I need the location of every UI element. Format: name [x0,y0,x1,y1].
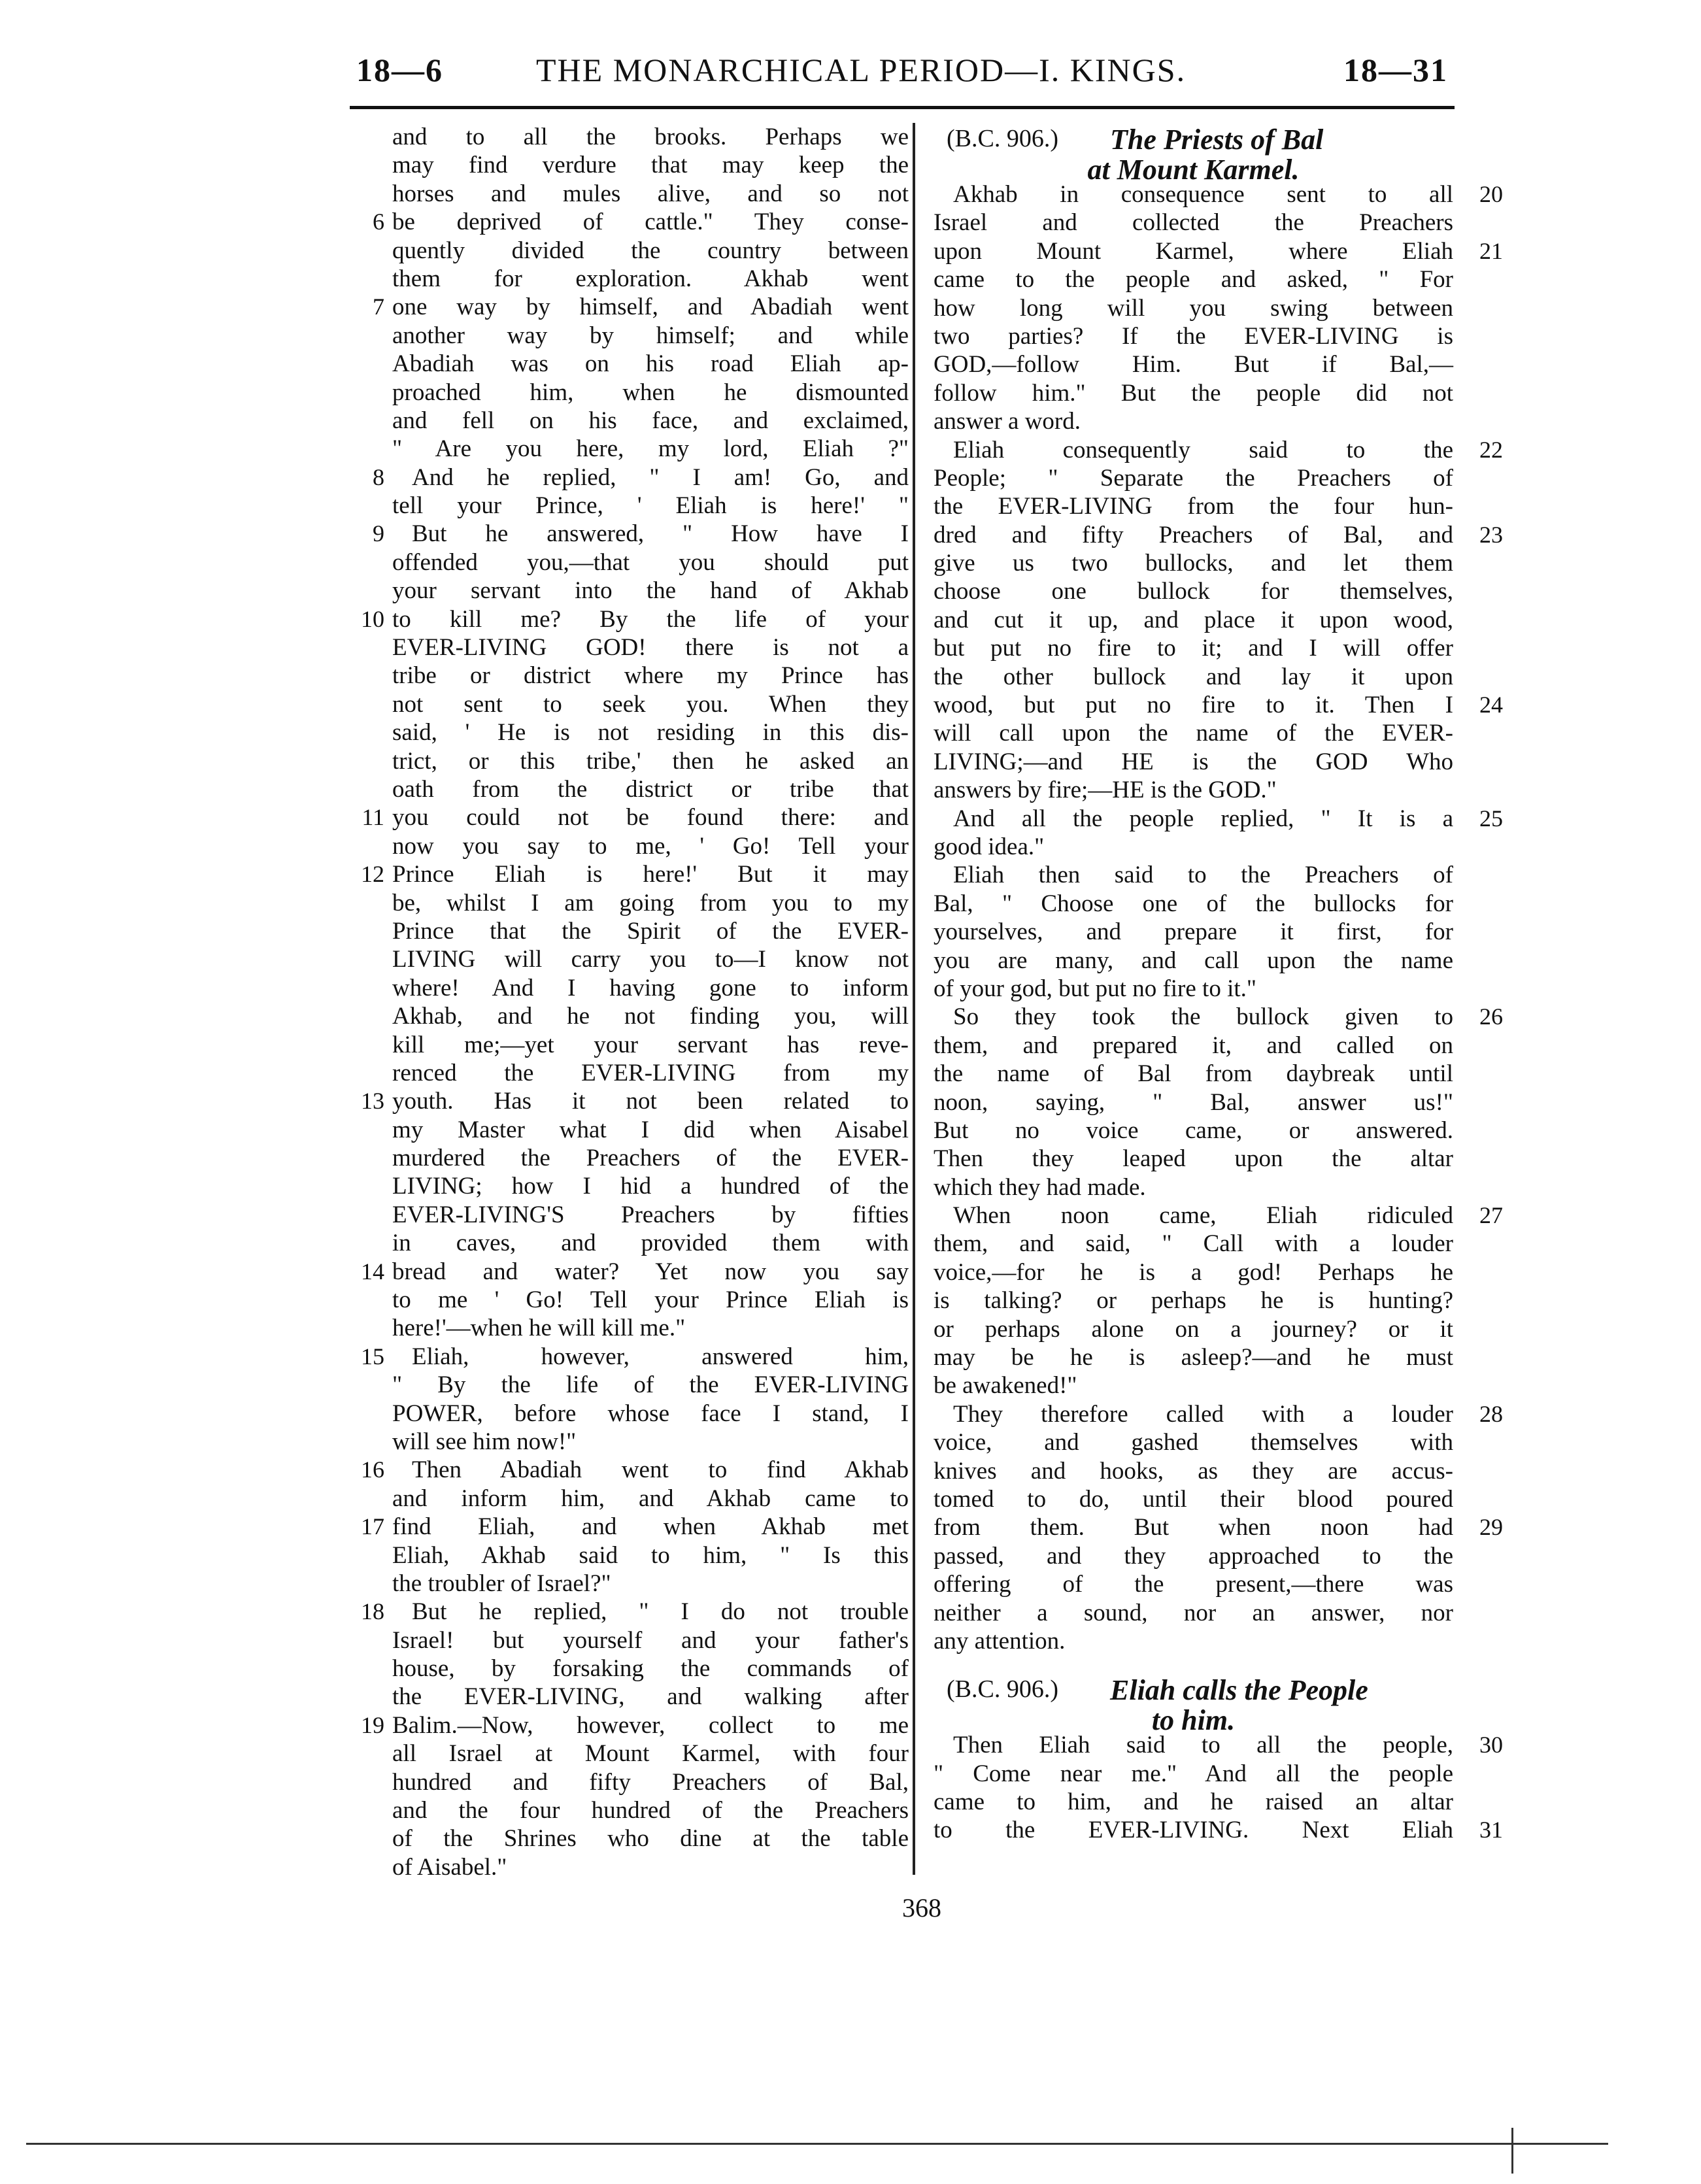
text-line [934,634,1453,662]
line-text: all Israel at Mount Karmel, with four [392,1740,909,1768]
line-text: Prince that the Spirit of the EVER- [392,917,909,945]
text-line [392,1059,909,1087]
text-line [934,861,1453,889]
line-text: any attention. [934,1627,1066,1655]
text-line [934,1145,1453,1173]
line-text: how long will you swing between [934,294,1453,322]
line-text: or perhaps alone on a journey? or it [934,1315,1453,1343]
line-text: to me ' Go! Tell your Prince Eliah is [392,1286,909,1314]
verse-number: 24 [1479,692,1503,718]
text-line [934,975,1453,1003]
text-line [934,265,1453,294]
line-text: my Master what I did when Aisabel [392,1116,909,1143]
line-text: be deprived of cattle." They conse- [392,209,909,236]
text-line [392,435,909,463]
line-text: But he answered, " How have I [412,520,909,548]
verse-number: 25 [1479,805,1503,832]
text-line [934,805,1503,833]
line-text: the troubler of Israel?" [392,1570,611,1597]
text-line [934,294,1453,322]
text-line [934,1286,1453,1315]
line-text: But he replied, " I do not trouble [412,1598,909,1626]
text-line [934,1760,1453,1788]
text-line [934,350,1453,378]
text-line [934,322,1453,350]
text-line [934,1201,1503,1230]
verse-number: 13 [361,1088,384,1115]
text-line [392,1626,909,1655]
text-line [392,1371,909,1399]
verse-number: 17 [361,1513,384,1540]
line-text: may find verdure that may keep the [392,152,909,179]
text-line [361,1343,909,1371]
line-text: the EVER-LIVING from the four hun- [934,493,1453,520]
line-text: Balim.—Now, however, collect to me [392,1711,909,1739]
line-text: Bal, " Choose one of the bullocks for [934,890,1453,917]
text-line [361,1087,909,1115]
text-line [934,663,1453,691]
line-text: to kill me? By the life of your [392,605,909,633]
text-line [392,775,909,803]
line-text: GOD,—follow Him. But if Bal,— [934,351,1453,378]
text-line [392,322,909,350]
line-text: Eliah consequently said to the [953,436,1453,463]
text-line [392,1853,909,1881]
right-text-column [934,123,1503,1845]
text-line [362,803,909,832]
text-line [392,1824,909,1853]
text-line [934,833,1453,861]
line-text: and fell on his face, and exclaimed, [392,407,909,434]
text-line [392,945,909,973]
line-text: proached him, when he dismounted [392,378,909,406]
line-text: them, and prepared it, and called on [934,1032,1453,1059]
section-date: (B.C. 906.) [947,1675,1058,1704]
line-text: Akhab, and he not finding you, will [392,1003,909,1030]
verse-number: 21 [1479,237,1503,264]
header-rule [350,106,1455,109]
line-text: but put no fire to it; and I will offer [934,635,1453,662]
verse-number: 8 [373,463,384,490]
line-text: you are many, and call upon the name [934,947,1453,974]
line-text: follow him." But the people did not [934,379,1453,407]
line-text: and inform him, and Akhab came to [392,1485,909,1512]
text-line [392,378,909,407]
line-text: LIVING;—and HE is the GOD Who [934,748,1453,775]
text-line [934,549,1453,577]
line-text: here!'—when he will kill me." [392,1315,686,1342]
text-line [392,180,909,208]
line-text: offended you,—that you should put [392,548,909,576]
line-text: Israel! but yourself and your father's [392,1626,909,1654]
text-line [934,1258,1453,1286]
line-text: house, by forsaking the commands of [392,1655,909,1683]
text-line [392,577,909,605]
text-line [392,1655,909,1683]
text-line [934,1315,1453,1343]
text-line [934,890,1453,918]
line-text: which they had made. [934,1173,1146,1201]
line-text: you could not be found there: and [392,804,909,832]
line-text: noon, saying, " Bal, answer us!" [934,1088,1453,1116]
line-text: When noon came, Eliah ridiculed [953,1202,1453,1230]
line-text: and the four hundred of the Preachers [392,1797,909,1824]
line-text: of the Shrines who dine at the table [392,1825,909,1853]
text-line [934,1400,1503,1428]
text-line [392,917,909,945]
text-line [392,1229,909,1257]
line-text: may be he is asleep?—and he must [934,1344,1453,1371]
text-line [392,407,909,435]
line-text: two parties? If the EVER-LIVING is [934,322,1453,350]
header-title: THE MONARCHICAL PERIOD—I. KINGS. [536,52,1187,88]
text-line [392,690,909,718]
line-text: Eliah, however, answered him, [412,1343,909,1370]
text-line [392,1796,909,1824]
line-text: tell your Prince, ' Eliah is here!' " [392,492,909,520]
text-line [392,1739,909,1768]
line-text: of your god, but put no fire to it." [934,975,1256,1002]
line-text: So they took the bullock given to [953,1003,1453,1031]
line-text: Abadiah was on his road Eliah ap- [392,350,909,378]
verse-number: 14 [361,1258,384,1285]
line-text: where! And I having gone to inform [392,974,909,1001]
verse-number: 10 [361,605,384,632]
text-line [361,1456,909,1484]
text-line [392,1485,909,1513]
section-body [934,180,1503,1655]
text-line [934,1627,1453,1655]
section-heading-priests-of-bal [934,123,1453,186]
line-text: trict, or this tribe,' then he asked an [392,747,909,775]
section-date: (B.C. 906.) [947,125,1058,152]
text-line [392,123,909,151]
line-text: Prince Eliah is here!' But it may [392,861,909,888]
line-text: to the EVER-LIVING. Next Eliah [934,1817,1453,1844]
text-line [392,1172,909,1200]
text-line [361,1258,909,1286]
text-line [392,1144,909,1172]
text-line [934,1816,1503,1844]
section-title-line-2: to him. [1151,1704,1236,1737]
text-line [934,1371,1453,1400]
line-text: passed, and they approached to the [934,1542,1453,1570]
text-line [934,464,1453,492]
text-line [392,548,909,577]
text-line [392,1314,909,1342]
line-text: EVER-LIVING GOD! there is not a [392,634,909,662]
text-line [934,577,1453,605]
line-text: neither a sound, nor an answer, nor [934,1599,1453,1626]
line-text: Israel and collected the Preachers [934,209,1453,237]
line-text: But no voice came, or answered. [934,1117,1453,1144]
text-line [392,662,909,690]
line-text: the other bullock and lay it upon [934,663,1453,690]
line-text: came to the people and asked, " For [934,266,1453,294]
left-text-column [361,123,909,1881]
text-line [392,1570,909,1598]
line-text: yourselves, and prepare it first, for [934,918,1453,946]
line-text: dred and fifty Preachers of Bal, and [934,521,1453,548]
line-text: People; " Separate the Preachers of [934,464,1453,492]
text-line [392,1286,909,1314]
verse-number: 31 [1479,1817,1503,1843]
text-line [934,1485,1453,1513]
text-line [934,1599,1453,1627]
line-text: your servant into the hand of Akhab [392,577,909,605]
text-line [934,209,1453,237]
line-text: And he replied, " I am! Go, and [412,463,909,491]
text-line [934,1513,1503,1541]
text-line [934,1457,1453,1485]
line-text: knives and hooks, as they are accus- [934,1457,1453,1485]
text-line [934,918,1453,946]
line-text: answer a word. [934,408,1081,435]
text-line [934,776,1453,804]
line-text: They therefore called with a louder [953,1400,1453,1428]
text-line [934,1173,1453,1201]
text-line [392,1002,909,1030]
text-line [361,605,909,633]
text-line [392,1031,909,1059]
text-line [392,974,909,1002]
text-line [392,747,909,775]
line-text: from them. But when noon had [934,1514,1453,1541]
text-line [392,1768,909,1796]
text-line [934,1032,1453,1060]
verse-number: 12 [361,861,384,888]
header-left-reference: 18—6 [356,52,443,88]
line-text: POWER, before whose face I stand, I [392,1400,909,1427]
text-line [934,1731,1503,1759]
text-line [934,180,1503,209]
line-text: voice, and gashed themselves with [934,1429,1453,1456]
line-text: And all the people replied, " It is a [953,805,1453,832]
line-text: good idea." [934,833,1045,860]
verse-number: 16 [361,1456,384,1483]
line-text: wood, but put no fire to it. Then I [934,692,1453,719]
text-line [361,1598,909,1626]
text-line [934,1230,1453,1258]
line-text: Then Eliah said to all the people, [953,1732,1453,1759]
line-text: Then they leaped upon the altar [934,1145,1453,1173]
text-line [392,1201,909,1229]
verse-number: 30 [1479,1732,1503,1758]
line-text: choose one bullock for themselves, [934,578,1453,605]
text-line [392,492,909,520]
line-text: came to him, and he raised an altar [934,1789,1453,1816]
text-line [934,606,1453,634]
line-text: be, whilst I am going from you to my [392,889,909,916]
text-line [361,1513,909,1541]
verse-number: 18 [361,1598,384,1625]
text-line [392,1683,909,1711]
line-text: find Eliah, and when Akhab met [392,1513,909,1541]
line-text: in caves, and provided them with [392,1230,909,1257]
line-text: kill me;—yet your servant has reve- [392,1031,909,1058]
line-text: will call upon the name of the EVER- [934,720,1453,747]
verse-number: 19 [361,1711,384,1738]
line-text: " Are you here, my lord, Eliah ?" [392,435,909,463]
line-text: bread and water? Yet now you say [392,1258,909,1285]
verse-number: 27 [1479,1202,1503,1229]
text-line [373,463,909,492]
text-line [934,1088,1453,1117]
line-text: LIVING; how I hid a hundred of the [392,1173,909,1200]
line-text: tomed to do, until their blood poured [934,1485,1453,1513]
line-text: horses and mules alive, and so not [392,180,909,207]
line-text: answers by fire;—HE is the GOD." [934,777,1277,804]
section-title-line-2: at Mount Karmel. [1087,154,1300,186]
line-text: the name of Bal from daybreak until [934,1060,1453,1088]
scan-edge-rule [26,2143,1608,2145]
text-line [934,691,1503,719]
text-line [392,1428,909,1456]
line-text: Eliah, Akhab said to him, " Is this [392,1541,909,1569]
scan-edge-tick [1511,2128,1513,2174]
text-line [392,1116,909,1144]
verse-number: 29 [1479,1514,1503,1541]
line-text: LIVING will carry you to—I know not [392,946,909,973]
text-line [934,1428,1453,1456]
line-text: and to all the brooks. Perhaps we [392,124,909,150]
line-text: another way by himself; and while [392,322,909,349]
text-line [373,520,909,548]
text-line [934,1542,1453,1570]
line-text: tribe or district where my Prince has [392,662,909,690]
text-line [934,748,1453,776]
text-line [934,1570,1453,1598]
text-line [934,1788,1453,1816]
page-number: 368 [902,1893,941,1923]
text-line [392,1400,909,1428]
text-line [392,265,909,293]
line-text: hundred and fifty Preachers of Bal, [392,1768,909,1796]
text-line [392,718,909,747]
line-text: Akhab in consequence sent to all [953,181,1453,208]
verse-number: 9 [373,520,384,547]
text-line [361,1711,909,1739]
line-text: " Come near me." And all the people [934,1760,1453,1787]
line-text: the EVER-LIVING, and walking after [392,1683,909,1711]
verse-number: 22 [1479,436,1503,463]
section-title-line-1: The Priests of Bal [1110,124,1324,156]
line-text: give us two bullocks, and let them [934,550,1453,577]
text-line [934,947,1453,975]
line-text: is talking? or perhaps he is hunting? [934,1287,1453,1315]
line-text: them, and said, " Call with a louder [934,1230,1453,1258]
line-text: said, ' He is not residing in this dis- [392,719,909,747]
verse-number: 6 [373,209,384,235]
text-line [934,521,1503,549]
text-line [361,860,909,888]
line-text: voice,—for he is a god! Perhaps he [934,1258,1453,1286]
text-line [392,1541,909,1570]
line-text: EVER-LIVING'S Preachers by fifties [392,1201,909,1228]
text-line [934,379,1453,407]
text-line [934,436,1503,464]
line-text: upon Mount Karmel, where Eliah [934,237,1453,265]
text-line [392,237,909,265]
line-text: murdered the Preachers of the EVER- [392,1145,909,1172]
line-text: youth. Has it not been related to [392,1088,909,1115]
text-line [392,832,909,860]
text-line [392,350,909,378]
text-line [934,492,1453,520]
text-line [373,208,909,236]
text-line [934,1003,1503,1031]
header-right-reference: 18—31 [1343,52,1448,88]
section-body [934,1731,1503,1845]
text-line [934,1117,1453,1145]
text-line [373,293,909,321]
line-text: will see him now!" [392,1428,577,1455]
verse-number: 7 [373,294,384,320]
line-text: them for exploration. Akhab went [392,265,909,292]
running-header [356,51,1448,110]
line-text: oath from the district or tribe that [392,775,909,803]
line-text: Then Abadiah went to find Akhab [412,1456,909,1484]
text-line [392,151,909,179]
text-line [934,719,1453,747]
text-line [392,889,909,917]
section-title-line-1: Eliah calls the People [1110,1674,1368,1707]
verse-number: 28 [1479,1400,1503,1427]
text-line [934,407,1453,435]
line-text: one way by himself, and Abadiah went [392,294,909,321]
text-line [392,633,909,662]
line-text: " By the life of the EVER-LIVING [392,1371,909,1399]
verse-number: 15 [361,1343,384,1369]
line-text: be awakened!" [934,1372,1077,1400]
verse-number: 23 [1479,521,1503,548]
verse-number: 26 [1479,1003,1503,1030]
line-text: and cut it up, and place it upon wood, [934,606,1453,633]
text-line [934,1343,1453,1371]
verse-number: 20 [1479,181,1503,207]
column-divider [913,123,915,1875]
line-text: quently divided the country between [392,237,909,264]
line-text: of Aisabel." [392,1853,507,1881]
text-line [934,237,1503,265]
line-text: not sent to seek you. When they [392,690,909,718]
line-text: offering of the present,—there was [934,1571,1453,1598]
section-heading-eliah-calls [934,1673,1453,1737]
line-text: now you say to me, ' Go! Tell your [392,832,909,860]
line-text: renced the EVER-LIVING from my [392,1059,909,1086]
line-text: Eliah then said to the Preachers of [953,862,1453,889]
text-line [934,1060,1453,1088]
verse-number: 11 [362,804,384,831]
